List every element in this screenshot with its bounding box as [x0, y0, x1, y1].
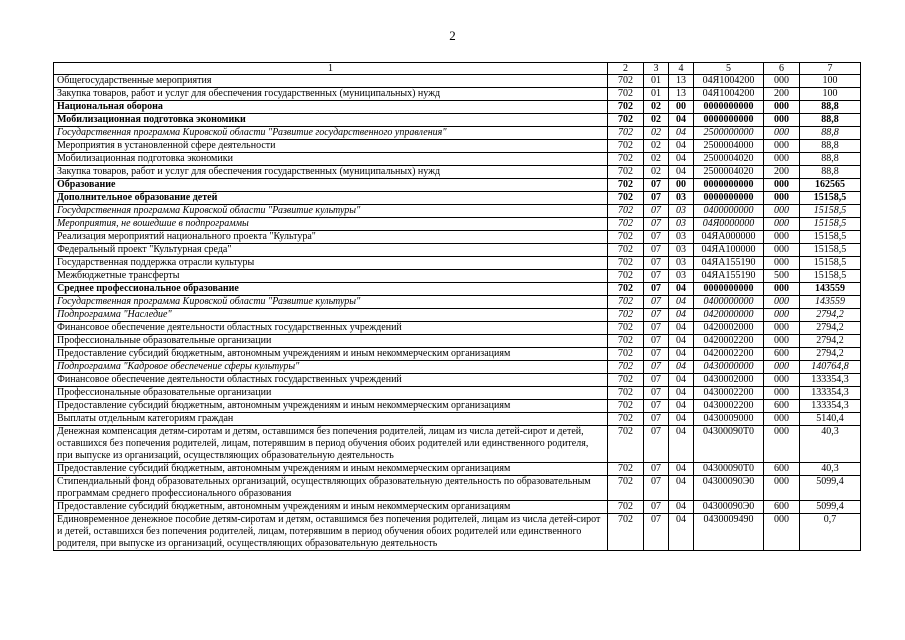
row-section: 07	[644, 283, 669, 296]
row-expense-type: 000	[764, 374, 800, 387]
header-col-2: 2	[608, 63, 644, 75]
table-row	[54, 270, 861, 283]
table-row	[54, 127, 861, 140]
row-name: Межбюджетные трансферты	[54, 270, 608, 283]
row-amount: 100	[800, 75, 861, 88]
table-row	[54, 244, 861, 257]
row-section: 02	[644, 114, 669, 127]
row-expense-type: 000	[764, 413, 800, 426]
row-ved: 702	[608, 270, 644, 283]
header-col-4: 4	[669, 63, 694, 75]
row-name: Общегосударственные мероприятия	[54, 75, 608, 88]
row-target-article: 04ЯА155190	[694, 270, 764, 283]
row-section: 07	[644, 413, 669, 426]
table-row	[54, 192, 861, 205]
row-target-article: 04300090Т0	[694, 426, 764, 463]
row-name: Подпрограмма "Кадровое обеспечение сферы культуры"	[54, 361, 608, 374]
row-ved: 702	[608, 88, 644, 101]
row-expense-type: 600	[764, 463, 800, 476]
row-name: Реализация мероприятий национального проекта "Культура"	[54, 231, 608, 244]
row-target-article: 04ЯА000000	[694, 231, 764, 244]
row-section: 07	[644, 192, 669, 205]
row-section: 02	[644, 166, 669, 179]
row-ved: 702	[608, 244, 644, 257]
row-subsection: 03	[669, 244, 694, 257]
row-target-article: 2500004020	[694, 166, 764, 179]
row-target-article: 2500004000	[694, 140, 764, 153]
table-row	[54, 88, 861, 101]
row-subsection: 04	[669, 361, 694, 374]
row-subsection: 04	[669, 387, 694, 400]
table-row	[54, 140, 861, 153]
table-row	[54, 257, 861, 270]
row-subsection: 03	[669, 257, 694, 270]
row-amount: 140764,8	[800, 361, 861, 374]
row-name: Государственная поддержка отрасли культуры	[54, 257, 608, 270]
row-ved: 702	[608, 166, 644, 179]
page-number: 2	[449, 28, 456, 43]
table-row	[54, 296, 861, 309]
row-name: Государственная программа Кировской области "Развитие государственного управления"	[54, 127, 608, 140]
row-subsection: 00	[669, 179, 694, 192]
row-amount: 88,8	[800, 166, 861, 179]
row-section: 01	[644, 75, 669, 88]
row-subsection: 04	[669, 426, 694, 463]
row-target-article: 0400000000	[694, 296, 764, 309]
row-amount: 15158,5	[800, 231, 861, 244]
row-ved: 702	[608, 101, 644, 114]
row-amount: 143559	[800, 283, 861, 296]
row-subsection: 04	[669, 400, 694, 413]
row-ved: 702	[608, 114, 644, 127]
row-subsection: 03	[669, 192, 694, 205]
row-expense-type: 500	[764, 270, 800, 283]
row-amount: 15158,5	[800, 257, 861, 270]
row-name: Единовременное денежное пособие детям-сиротам и детям, оставшимся без попечения родителей, лицам из числа детей-сирот и детей, оставшихся без попечения родителей, лицам, потерявшим в период обучения обоих родителей или единственного родителя, при выпуске из организаций, осуществляющих образовательную деятельность	[54, 514, 608, 551]
row-ved: 702	[608, 335, 644, 348]
row-expense-type: 000	[764, 75, 800, 88]
row-subsection: 04	[669, 514, 694, 551]
row-subsection: 04	[669, 463, 694, 476]
row-expense-type: 200	[764, 88, 800, 101]
row-expense-type: 000	[764, 514, 800, 551]
row-section: 07	[644, 257, 669, 270]
row-name: Финансовое обеспечение деятельности областных государственных учреждений	[54, 374, 608, 387]
row-target-article: 04300090Э0	[694, 476, 764, 501]
table-row	[54, 335, 861, 348]
table-row	[54, 153, 861, 166]
row-subsection: 04	[669, 140, 694, 153]
row-expense-type: 000	[764, 114, 800, 127]
row-expense-type: 200	[764, 166, 800, 179]
row-name: Мобилизационная подготовка экономики	[54, 114, 608, 127]
row-section: 07	[644, 426, 669, 463]
table-row	[54, 413, 861, 426]
row-name: Предоставление субсидий бюджетным, автономным учреждениям и иным некоммерческим организациям	[54, 463, 608, 476]
row-target-article: 0420000000	[694, 309, 764, 322]
table-row	[54, 218, 861, 231]
row-target-article: 2500000000	[694, 127, 764, 140]
row-name: Профессиональные образовательные организации	[54, 335, 608, 348]
row-subsection: 04	[669, 322, 694, 335]
row-amount: 2794,2	[800, 335, 861, 348]
table-row	[54, 309, 861, 322]
row-ved: 702	[608, 501, 644, 514]
row-name: Мероприятия в установленной сфере деятельности	[54, 140, 608, 153]
row-expense-type: 000	[764, 179, 800, 192]
table-row	[54, 426, 861, 463]
row-ved: 702	[608, 322, 644, 335]
row-expense-type: 600	[764, 400, 800, 413]
row-amount: 15158,5	[800, 218, 861, 231]
row-ved: 702	[608, 296, 644, 309]
row-target-article: 04Я1004200	[694, 88, 764, 101]
table-row	[54, 387, 861, 400]
row-section: 07	[644, 463, 669, 476]
row-section: 07	[644, 361, 669, 374]
row-target-article: 04Я0000000	[694, 218, 764, 231]
row-amount: 88,8	[800, 153, 861, 166]
row-target-article: 04ЯА155190	[694, 257, 764, 270]
row-expense-type: 000	[764, 283, 800, 296]
row-section: 07	[644, 270, 669, 283]
row-target-article: 0430002200	[694, 400, 764, 413]
row-section: 07	[644, 322, 669, 335]
row-name: Предоставление субсидий бюджетным, автономным учреждениям и иным некоммерческим организациям	[54, 348, 608, 361]
row-target-article: 0430009490	[694, 514, 764, 551]
row-ved: 702	[608, 348, 644, 361]
row-ved: 702	[608, 153, 644, 166]
row-target-article: 0000000000	[694, 101, 764, 114]
row-subsection: 04	[669, 166, 694, 179]
row-subsection: 04	[669, 296, 694, 309]
table-row	[54, 283, 861, 296]
row-ved: 702	[608, 514, 644, 551]
row-section: 07	[644, 501, 669, 514]
row-name: Стипендиальный фонд образовательных организаций, осуществляющих образовательную деятельность по образовательным программам среднего профессионального образования	[54, 476, 608, 501]
row-section: 07	[644, 231, 669, 244]
row-target-article: 0000000000	[694, 283, 764, 296]
row-ved: 702	[608, 476, 644, 501]
row-amount: 162565	[800, 179, 861, 192]
row-target-article: 04ЯА100000	[694, 244, 764, 257]
row-amount: 88,8	[800, 114, 861, 127]
row-amount: 88,8	[800, 101, 861, 114]
row-name: Подпрограмма "Наследие"	[54, 309, 608, 322]
row-target-article: 0420002200	[694, 348, 764, 361]
row-amount: 0,7	[800, 514, 861, 551]
row-name: Предоставление субсидий бюджетным, автономным учреждениям и иным некоммерческим организациям	[54, 501, 608, 514]
row-expense-type: 600	[764, 501, 800, 514]
row-subsection: 04	[669, 309, 694, 322]
header-col-1: 1	[54, 63, 608, 75]
row-subsection: 04	[669, 114, 694, 127]
row-amount: 88,8	[800, 140, 861, 153]
header-col-6: 6	[764, 63, 800, 75]
table-row	[54, 101, 861, 114]
row-expense-type: 000	[764, 335, 800, 348]
row-target-article: 2500004020	[694, 153, 764, 166]
row-amount: 15158,5	[800, 270, 861, 283]
row-section: 07	[644, 309, 669, 322]
row-target-article: 0430009000	[694, 413, 764, 426]
row-expense-type: 000	[764, 426, 800, 463]
row-amount: 15158,5	[800, 192, 861, 205]
budget-table	[53, 62, 861, 551]
row-section: 07	[644, 374, 669, 387]
row-target-article: 0000000000	[694, 114, 764, 127]
row-ved: 702	[608, 387, 644, 400]
table-row	[54, 114, 861, 127]
row-ved: 702	[608, 257, 644, 270]
row-section: 02	[644, 140, 669, 153]
row-target-article: 04300090Э0	[694, 501, 764, 514]
table-row	[54, 463, 861, 476]
row-name: Выплаты отдельным категориям граждан	[54, 413, 608, 426]
row-name: Мобилизационная подготовка экономики	[54, 153, 608, 166]
row-amount: 133354,3	[800, 387, 861, 400]
row-target-article: 0430002000	[694, 374, 764, 387]
row-section: 07	[644, 218, 669, 231]
table-row	[54, 514, 861, 551]
row-subsection: 04	[669, 335, 694, 348]
row-subsection: 04	[669, 127, 694, 140]
row-subsection: 04	[669, 348, 694, 361]
row-section: 07	[644, 514, 669, 551]
row-amount: 100	[800, 88, 861, 101]
row-target-article: 0430002200	[694, 387, 764, 400]
row-expense-type: 000	[764, 140, 800, 153]
row-ved: 702	[608, 283, 644, 296]
row-subsection: 03	[669, 218, 694, 231]
row-amount: 40,3	[800, 426, 861, 463]
row-amount: 133354,3	[800, 400, 861, 413]
row-amount: 5099,4	[800, 476, 861, 501]
row-expense-type: 000	[764, 205, 800, 218]
row-expense-type: 000	[764, 309, 800, 322]
row-ved: 702	[608, 463, 644, 476]
row-expense-type: 000	[764, 322, 800, 335]
row-ved: 702	[608, 361, 644, 374]
row-ved: 702	[608, 75, 644, 88]
row-target-article: 0430000000	[694, 361, 764, 374]
row-section: 07	[644, 348, 669, 361]
row-subsection: 04	[669, 501, 694, 514]
row-name: Закупка товаров, работ и услуг для обеспечения государственных (муниципальных) нужд	[54, 88, 608, 101]
row-ved: 702	[608, 413, 644, 426]
row-ved: 702	[608, 205, 644, 218]
row-ved: 702	[608, 179, 644, 192]
row-subsection: 03	[669, 205, 694, 218]
row-section: 07	[644, 400, 669, 413]
row-expense-type: 000	[764, 387, 800, 400]
row-amount: 133354,3	[800, 374, 861, 387]
row-section: 07	[644, 296, 669, 309]
row-target-article: 0420002000	[694, 322, 764, 335]
row-name: Мероприятия, не вошедшие в подпрограммы	[54, 218, 608, 231]
row-expense-type: 000	[764, 244, 800, 257]
row-target-article: 04300090Т0	[694, 463, 764, 476]
table-row	[54, 476, 861, 501]
row-ved: 702	[608, 140, 644, 153]
row-amount: 143559	[800, 296, 861, 309]
row-subsection: 13	[669, 75, 694, 88]
row-target-article: 04Я1004200	[694, 75, 764, 88]
table-row	[54, 361, 861, 374]
table-row	[54, 166, 861, 179]
row-target-article: 0400000000	[694, 205, 764, 218]
row-target-article: 0420002200	[694, 335, 764, 348]
header-col-5: 5	[694, 63, 764, 75]
table-row	[54, 501, 861, 514]
row-name: Государственная программа Кировской области "Развитие культуры"	[54, 296, 608, 309]
row-amount: 2794,2	[800, 348, 861, 361]
row-amount: 15158,5	[800, 244, 861, 257]
row-target-article: 0000000000	[694, 179, 764, 192]
row-name: Федеральный проект "Культурная среда"	[54, 244, 608, 257]
row-section: 07	[644, 335, 669, 348]
table-row	[54, 179, 861, 192]
row-subsection: 04	[669, 413, 694, 426]
row-name: Образование	[54, 179, 608, 192]
row-expense-type: 000	[764, 153, 800, 166]
row-expense-type: 000	[764, 296, 800, 309]
row-section: 01	[644, 88, 669, 101]
row-expense-type: 000	[764, 192, 800, 205]
row-subsection: 03	[669, 270, 694, 283]
row-amount: 15158,5	[800, 205, 861, 218]
row-section: 07	[644, 244, 669, 257]
row-amount: 5140,4	[800, 413, 861, 426]
table-row	[54, 374, 861, 387]
row-section: 02	[644, 127, 669, 140]
header-col-7: 7	[800, 63, 861, 75]
row-name: Государственная программа Кировской области "Развитие культуры"	[54, 205, 608, 218]
row-expense-type: 000	[764, 257, 800, 270]
row-subsection: 04	[669, 283, 694, 296]
row-amount: 88,8	[800, 127, 861, 140]
row-subsection: 03	[669, 231, 694, 244]
row-name: Среднее профессиональное образование	[54, 283, 608, 296]
row-section: 07	[644, 476, 669, 501]
row-section: 07	[644, 179, 669, 192]
row-amount: 2794,2	[800, 309, 861, 322]
row-expense-type: 000	[764, 218, 800, 231]
row-amount: 2794,2	[800, 322, 861, 335]
row-ved: 702	[608, 231, 644, 244]
table-row	[54, 205, 861, 218]
row-section: 07	[644, 205, 669, 218]
row-ved: 702	[608, 192, 644, 205]
row-ved: 702	[608, 374, 644, 387]
row-name: Денежная компенсация детям-сиротам и детям, оставшимся без попечения родителей, лицам из числа детей-сирот и детей, оставшихся без попечения родителей, лицам, потерявшим в период обучения обоих родителей или единственного родителя, при выпуске из организаций, осуществляющих образовательную деятельность	[54, 426, 608, 463]
table-header-row	[54, 63, 861, 75]
table-row	[54, 231, 861, 244]
row-ved: 702	[608, 309, 644, 322]
table-row	[54, 75, 861, 88]
row-expense-type: 000	[764, 361, 800, 374]
row-ved: 702	[608, 426, 644, 463]
row-name: Национальная оборона	[54, 101, 608, 114]
row-subsection: 04	[669, 153, 694, 166]
row-name: Профессиональные образовательные организации	[54, 387, 608, 400]
row-target-article: 0000000000	[694, 192, 764, 205]
table-row	[54, 322, 861, 335]
row-expense-type: 000	[764, 231, 800, 244]
row-name: Закупка товаров, работ и услуг для обеспечения государственных (муниципальных) нужд	[54, 166, 608, 179]
row-expense-type: 000	[764, 101, 800, 114]
row-expense-type: 000	[764, 127, 800, 140]
row-name: Финансовое обеспечение деятельности областных государственных учреждений	[54, 322, 608, 335]
row-section: 02	[644, 101, 669, 114]
row-amount: 5099,4	[800, 501, 861, 514]
row-name: Дополнительное образование детей	[54, 192, 608, 205]
row-amount: 40,3	[800, 463, 861, 476]
header-col-3: 3	[644, 63, 669, 75]
row-ved: 702	[608, 218, 644, 231]
table-row	[54, 348, 861, 361]
row-ved: 702	[608, 400, 644, 413]
row-name: Предоставление субсидий бюджетным, автономным учреждениям и иным некоммерческим организациям	[54, 400, 608, 413]
row-expense-type: 000	[764, 476, 800, 501]
row-subsection: 04	[669, 374, 694, 387]
row-section: 02	[644, 153, 669, 166]
row-section: 07	[644, 387, 669, 400]
row-ved: 702	[608, 127, 644, 140]
row-expense-type: 600	[764, 348, 800, 361]
row-subsection: 00	[669, 101, 694, 114]
row-subsection: 04	[669, 476, 694, 501]
table-row	[54, 400, 861, 413]
row-subsection: 13	[669, 88, 694, 101]
